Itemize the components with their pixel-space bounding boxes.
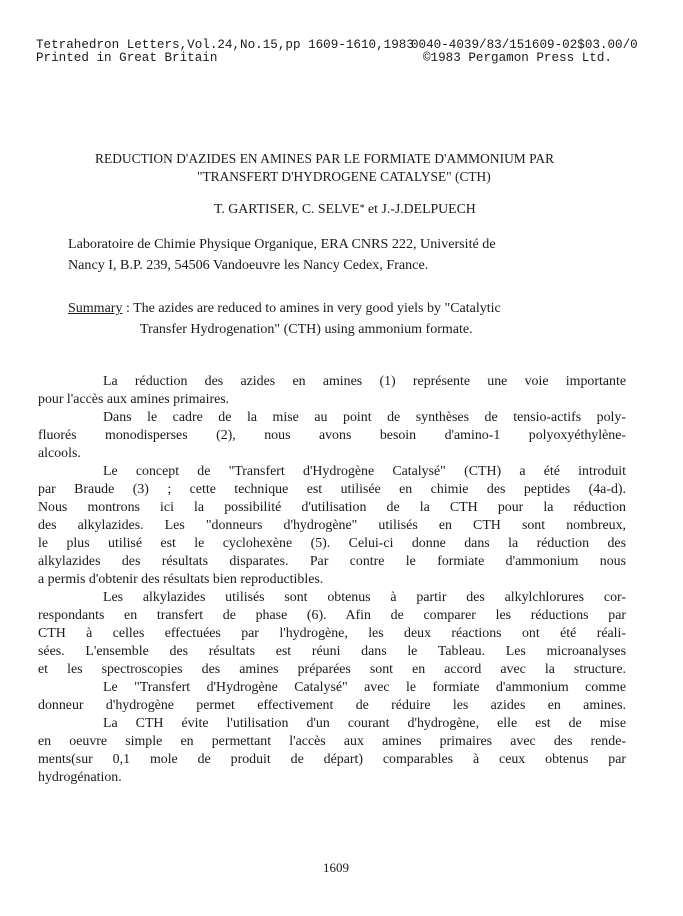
summary-line-2: Transfer Hydrogenation" (CTH) using ammonium formate.: [140, 322, 473, 337]
body-line: a permis d'obtenir des résultats bien reproductibles.: [38, 572, 324, 587]
body-line: donneur d'hydrogène permet effectivement de réduire les azides en amines.: [38, 698, 626, 713]
printed-in: Printed in Great Britain: [36, 51, 218, 65]
affiliation-line-2: Nancy I, B.P. 239, 54506 Vandoeuvre les Nancy Cedex, France.: [68, 257, 429, 273]
body-line: Dans le cadre de la mise au point de synthèses de tensio-actifs poly-: [103, 410, 626, 425]
paper-title-line-2: "TRANSFERT D'HYDROGENE CATALYSE" (CTH): [197, 169, 491, 184]
body-line: Nous montrons ici la possibilité d'utilisation de la CTH pour la réduction: [38, 500, 626, 515]
body-line: La réduction des azides en amines (1) représente une voie importante: [103, 374, 626, 389]
body-line: alkylazides des résultats disparates. Par contre le formiate d'ammonium nous: [38, 554, 626, 569]
summary-label: Summary: [68, 301, 123, 316]
body-line: La CTH évite l'utilisation d'un courant d'hydrogène, elle est de mise: [103, 716, 626, 731]
authors-part-1: T. GARTISER, C. SELVE: [214, 201, 360, 216]
authors-part-2: et J.-J.DELPUECH: [364, 201, 476, 216]
paper-title-line-1: REDUCTION D'AZIDES EN AMINES PAR LE FORMIATE D'AMMONIUM PAR: [95, 151, 555, 166]
body-line: Le "Transfert d'Hydrogène Catalysé" avec le formiate d'ammonium comme: [103, 680, 626, 695]
body-line: le plus utilisé est le cyclohexène (5). Celui-ci donne dans la réduction des: [38, 536, 626, 551]
issn-code: 0040-4039/83/151609-02$03.00/0: [411, 38, 638, 52]
body-line: fluorés monodisperses (2), nous avons besoin d'amino-1 polyoxyéthylène-: [38, 428, 626, 443]
corresponding-author-mark: *: [359, 203, 365, 214]
body-line: sées. L'ensemble des résultats est réuni dans le Tableau. Les microanalyses: [38, 644, 626, 659]
copyright-notice: ©1983 Pergamon Press Ltd.: [423, 51, 612, 65]
affiliation-line-1: Laboratoire de Chimie Physique Organique, ERA CNRS 222, Université de: [68, 236, 496, 252]
author-list: [214, 201, 476, 217]
body-line: des alkylazides. Les "donneurs d'hydrogène" utilisés en CTH sont nombreux,: [38, 518, 626, 533]
body-line: alcools.: [38, 446, 81, 461]
summary-text-1: : The azides are reduced to amines in very good yiels by "Catalytic: [122, 301, 501, 316]
body-line: par Braude (3) ; cette technique est utilisée en chimie des peptides (4a-d).: [38, 482, 626, 497]
body-line: pour l'accès aux amines primaires.: [38, 392, 230, 407]
journal-citation: Tetrahedron Letters,Vol.24,No.15,pp 1609-1610,1983: [36, 38, 414, 52]
body-line: Le concept de "Transfert d'Hydrogène Catalysé" (CTH) a été introduit: [103, 464, 626, 479]
body-line: ments(sur 0,1 mole de produit de départ) comparables à ceux obtenus par: [38, 752, 626, 767]
body-line: respondants en transfert de phase (6). Afin de comparer les réductions par: [38, 608, 626, 623]
body-line: et les spectroscopies des amines préparées sont en accord avec la structure.: [38, 662, 626, 677]
body-line: Les alkylazides utilisés sont obtenus à partir des alkylchlorures cor-: [103, 590, 626, 605]
summary-line-1: [68, 301, 501, 317]
body-line: hydrogénation.: [38, 770, 122, 785]
body-line: en oeuvre simple en permettant l'accès aux amines primaires avec des rende-: [38, 734, 626, 749]
body-line: CTH à celles effectuées par l'hydrogène, les deux réactions ont été réali-: [38, 626, 626, 641]
page-number: 1609: [323, 860, 349, 875]
